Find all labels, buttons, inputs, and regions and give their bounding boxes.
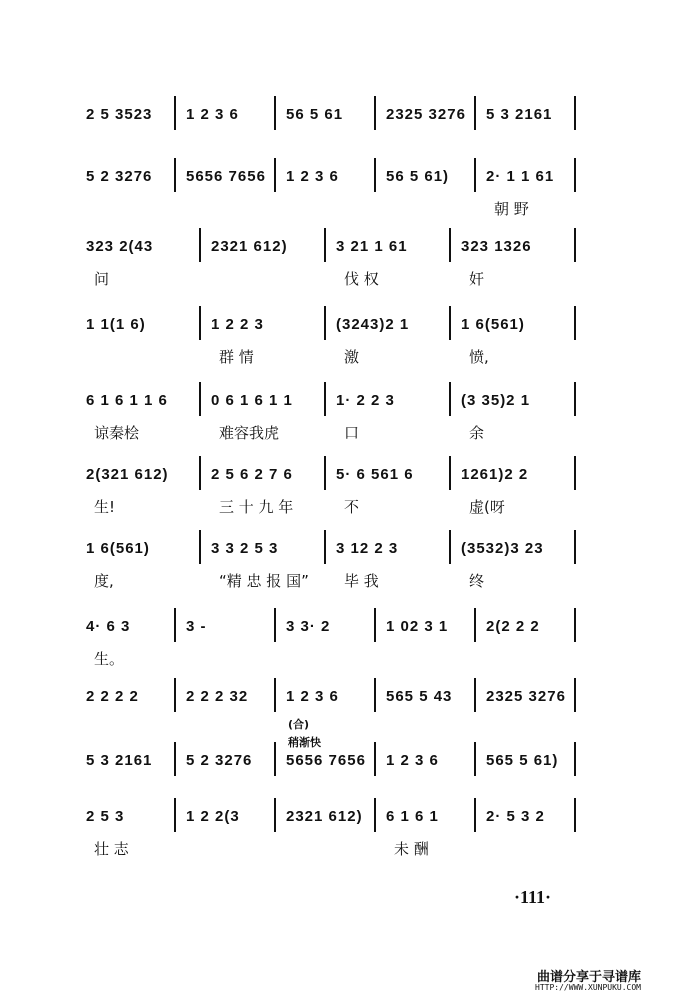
- measure-notes: 3 3 2 5 3: [211, 540, 279, 557]
- measure-notes: 56 5 61): [386, 168, 450, 185]
- barline: [324, 306, 326, 340]
- barline: [574, 96, 576, 130]
- barline: [474, 158, 476, 192]
- measure-notes: 2321 612): [286, 808, 363, 825]
- measure-notes: 0 6 1 6 1 1: [211, 392, 293, 409]
- barline: [274, 96, 276, 130]
- barline: [474, 608, 476, 642]
- lyric-text: “精 忠 报 国”: [219, 572, 309, 590]
- lyric-text: 愤,: [469, 348, 489, 366]
- measure-notes: (3532)3 23: [461, 540, 544, 557]
- lyric-text: 谅秦桧: [94, 424, 140, 442]
- measure-notes: 2· 5 3 2: [486, 808, 545, 825]
- lyric-text: 问: [94, 270, 110, 288]
- barline: [574, 608, 576, 642]
- barline: [324, 456, 326, 490]
- lyric-text: 生。: [94, 650, 125, 668]
- measure-notes: 2321 612): [211, 238, 288, 255]
- barline: [574, 306, 576, 340]
- barline: [474, 798, 476, 832]
- measure-notes: 2· 1 1 61: [486, 168, 555, 185]
- lyric-text: 口: [344, 424, 360, 442]
- barline: [574, 456, 576, 490]
- barline: [574, 678, 576, 712]
- barline: [274, 608, 276, 642]
- lyric-text: 激: [344, 348, 360, 366]
- lyric-text: 三 十 九 年: [219, 498, 294, 516]
- barline: [174, 742, 176, 776]
- barline: [574, 798, 576, 832]
- barline: [174, 608, 176, 642]
- barline: [199, 382, 201, 416]
- barline: [574, 530, 576, 564]
- barline: [174, 798, 176, 832]
- measure-notes: 5 2 3276: [186, 752, 253, 769]
- measure-notes: 323 1326: [461, 238, 532, 255]
- barline: [374, 96, 376, 130]
- barline: [474, 96, 476, 130]
- lyric-text: 度,: [94, 572, 114, 590]
- page-number: ·111·: [513, 887, 551, 907]
- barline: [274, 798, 276, 832]
- barline: [449, 456, 451, 490]
- barline: [324, 228, 326, 262]
- barline: [324, 382, 326, 416]
- measure-notes: 5 2 3276: [86, 168, 153, 185]
- barline: [574, 228, 576, 262]
- lyric-text: 壮 志: [94, 840, 129, 858]
- barline: [174, 158, 176, 192]
- barline: [374, 158, 376, 192]
- lyric-text: 难容我虎: [219, 424, 280, 442]
- lyric-text: 群 情: [219, 348, 254, 366]
- measure-notes: 3 12 2 3: [336, 540, 399, 557]
- measure-notes: 6 1 6 1: [386, 808, 439, 825]
- measure-notes: (3 35)2 1: [461, 392, 531, 409]
- barline: [274, 742, 276, 776]
- measure-notes: 5 3 2161: [86, 752, 153, 769]
- measure-notes: 3 21 1 61: [336, 238, 408, 255]
- measure-notes: 2 5 3: [86, 808, 125, 825]
- barline: [574, 742, 576, 776]
- measure-notes: 2325 3276: [486, 688, 566, 705]
- barline: [449, 306, 451, 340]
- barline: [474, 678, 476, 712]
- barline: [324, 530, 326, 564]
- measure-notes: 2325 3276: [386, 106, 466, 123]
- performance-mark: 稍渐快: [288, 736, 321, 749]
- measure-notes: 1 1(1 6): [86, 316, 146, 333]
- measure-notes: 1 6(561): [461, 316, 525, 333]
- measure-notes: 1 2 3 6: [286, 168, 339, 185]
- measure-notes: 2 2 2 32: [186, 688, 249, 705]
- measure-notes: 1· 2 2 3: [336, 392, 395, 409]
- barline: [199, 456, 201, 490]
- lyric-text: 朝 野: [494, 200, 529, 218]
- measure-notes: 2 2 2 2: [86, 688, 139, 705]
- measure-notes: 5· 6 561 6: [336, 466, 414, 483]
- measure-notes: 4· 6 3: [86, 618, 131, 635]
- watermark-title: 曲谱分享于寻谱库: [536, 970, 641, 985]
- measure-notes: 1 02 3 1: [386, 618, 449, 635]
- measure-notes: 5 3 2161: [486, 106, 553, 123]
- barline: [274, 158, 276, 192]
- barline: [199, 306, 201, 340]
- measure-notes: 5656 7656: [186, 168, 266, 185]
- measure-notes: 3 -: [186, 618, 207, 635]
- barline: [199, 228, 201, 262]
- measure-notes: 1 2 3 6: [386, 752, 439, 769]
- measure-notes: 1 2 3 6: [186, 106, 239, 123]
- measure-notes: 2(2 2 2: [486, 618, 540, 635]
- measure-notes: 2 5 6 2 7 6: [211, 466, 293, 483]
- measure-notes: 6 1 6 1 1 6: [86, 392, 168, 409]
- watermark-url: HTTP://WWW.XUNPUKU.COM: [535, 983, 641, 992]
- barline: [199, 530, 201, 564]
- barline: [274, 678, 276, 712]
- lyric-text: 余: [469, 424, 485, 442]
- barline: [449, 382, 451, 416]
- measure-notes: 5656 7656: [286, 752, 366, 769]
- barline: [174, 96, 176, 130]
- measure-notes: 2(321 612): [86, 466, 169, 483]
- measure-notes: 1 2 2(3: [186, 808, 240, 825]
- lyric-text: 生!: [94, 498, 116, 516]
- barline: [374, 798, 376, 832]
- lyric-text: 终: [469, 572, 485, 590]
- measure-notes: 2 5 3523: [86, 106, 153, 123]
- barline: [449, 228, 451, 262]
- barline: [574, 158, 576, 192]
- barline: [449, 530, 451, 564]
- lyric-text: 伐 权: [344, 270, 379, 288]
- barline: [474, 742, 476, 776]
- lyric-text: 虚(呀: [469, 498, 505, 516]
- measure-notes: 56 5 61: [286, 106, 344, 123]
- lyric-text: 不: [344, 498, 360, 516]
- measure-notes: 565 5 43: [386, 688, 453, 705]
- lyric-text: 未 酬: [394, 840, 429, 858]
- measure-notes: 3 3· 2: [286, 618, 331, 635]
- lyric-text: 毕 我: [344, 572, 379, 590]
- measure-notes: 323 2(43: [86, 238, 154, 255]
- measure-notes: 1261)2 2: [461, 466, 529, 483]
- barline: [574, 382, 576, 416]
- performance-mark: (合): [288, 718, 310, 731]
- measure-notes: 1 6(561): [86, 540, 150, 557]
- barline: [374, 608, 376, 642]
- measure-notes: 1 2 3 6: [286, 688, 339, 705]
- barline: [174, 678, 176, 712]
- lyric-text: 奸: [469, 270, 485, 288]
- measure-notes: 565 5 61): [486, 752, 559, 769]
- measure-notes: 1 2 2 3: [211, 316, 264, 333]
- barline: [374, 678, 376, 712]
- barline: [374, 742, 376, 776]
- measure-notes: (3243)2 1: [336, 316, 410, 333]
